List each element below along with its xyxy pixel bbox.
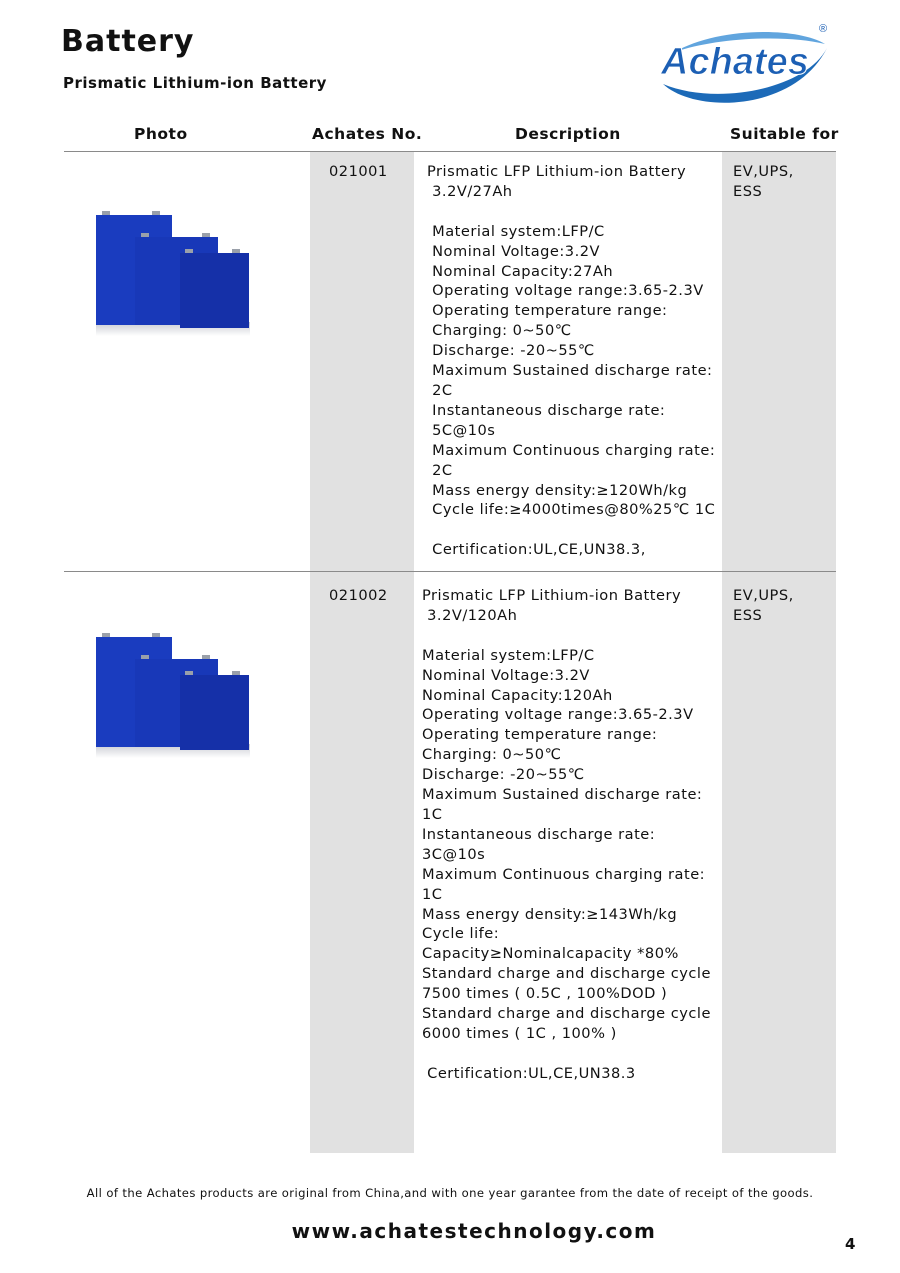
page-title: Battery [61, 24, 195, 59]
number-column-shade [310, 152, 414, 1153]
page-number: 4 [845, 1235, 856, 1253]
page-subtitle: Prismatic Lithium-ion Battery [63, 74, 327, 92]
product-description: Prismatic LFP Lithium-ion Battery 3.2V/27Ah Material system:LFP/C Nominal Voltage:3.2V Nominal Capacity:27Ah Operating voltage range:3.65-2.3V Operating temperature range: Charging: 0~50℃ Discharge: -20~55℃ Maximum Sustained discharge rate: 2C Instantaneous discharge rate: 5C@10s Maximum Continuous charging rate: 2C Mass energy density:≥120Wh/kg Cycle life:≥4000times@80%25℃ 1C Certification:UL,CE,UN38.3, [427, 163, 716, 559]
header-divider [64, 151, 836, 152]
website-link[interactable]: www.achatestechnology.com [291, 1219, 657, 1243]
column-header-description: Description [515, 125, 621, 143]
row-divider [64, 571, 836, 572]
suitable-for: EV,UPS, ESS [733, 587, 794, 624]
product-number: 021001 [329, 163, 388, 180]
svg-text:®: ® [819, 23, 828, 35]
suitable-column-shade [722, 152, 836, 1153]
achates-logo [655, 18, 835, 108]
battery-photo [92, 632, 252, 762]
svg-text:Achates: Achates [661, 41, 809, 83]
column-header-number: Achates No. [312, 125, 423, 143]
suitable-for: EV,UPS, ESS [733, 163, 794, 200]
column-header-photo: Photo [134, 125, 188, 143]
product-number: 021002 [329, 587, 388, 604]
battery-photo [92, 210, 252, 340]
product-description: Prismatic LFP Lithium-ion Battery 3.2V/120Ah Material system:LFP/C Nominal Voltage:3.2V Nominal Capacity:120Ah Operating voltage range:3.65-2.3V Operating temperature range: Charging: 0~50℃ Discharge: -20~55℃ Maximum Sustained discharge rate: 1C Instantaneous discharge rate: 3C@10s Maximum Continuous charging rate: 1C Mass energy density:≥143Wh/kg Cycle life: Capacity≥Nominalcapacity *80% Standard charge and discharge cycle 7500 times ( 0.5C , 100%DOD ) Standard charge and discharge cycle 6000 times ( 1C , 100% ) Certification:UL,CE,UN38.3 [422, 587, 711, 1082]
column-header-suitable-for: Suitable for [730, 125, 839, 143]
warranty-note: All of the Achates products are original from China,and with one year garantee from the date of receipt of the goods. [86, 1186, 814, 1200]
